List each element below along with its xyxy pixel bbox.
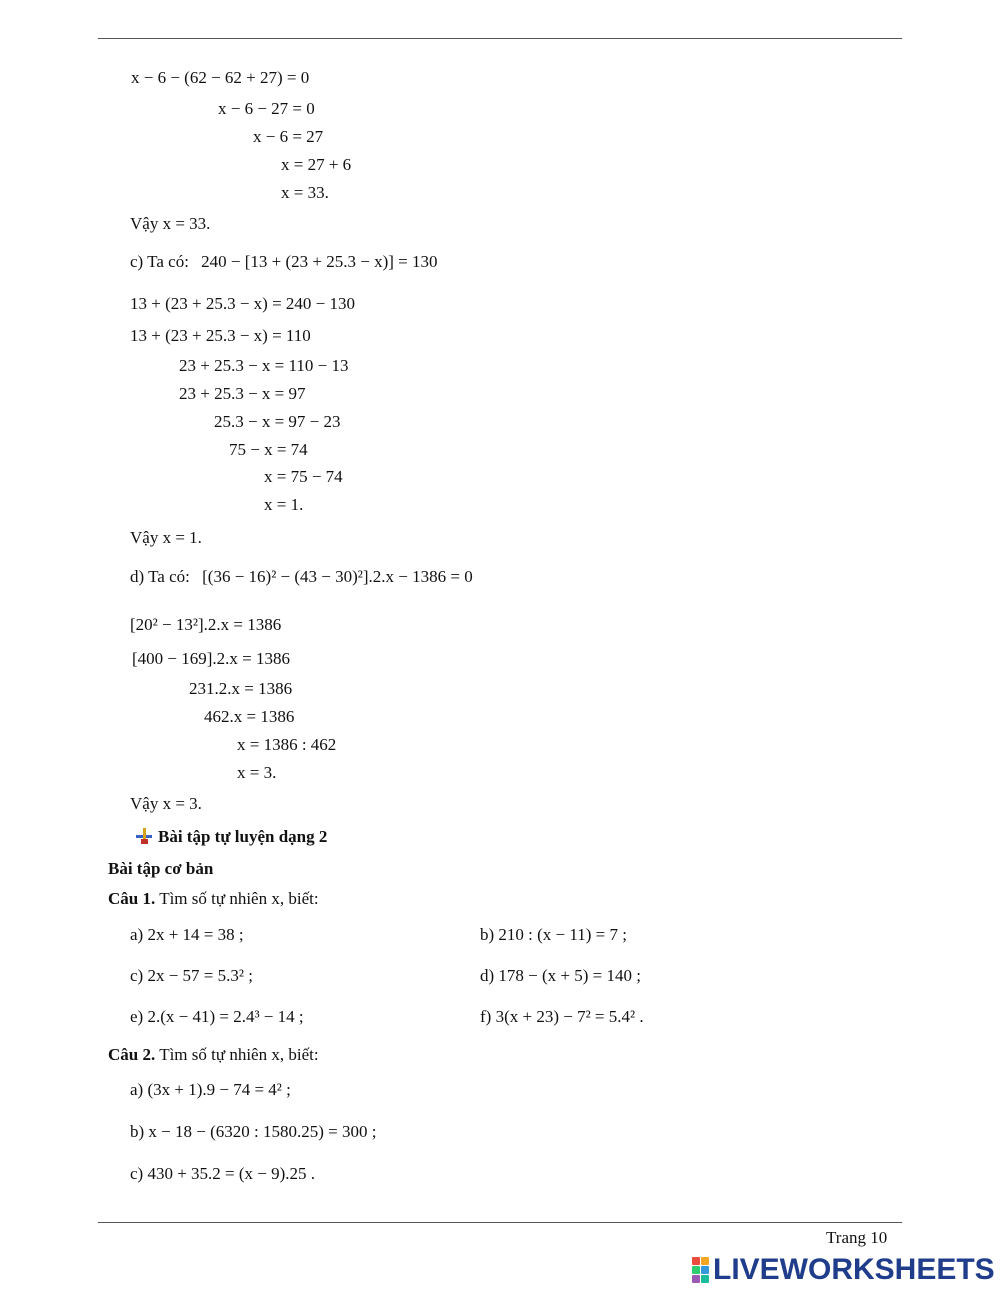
conclusion-d: Vậy x = 3. [130,794,202,813]
subsection-heading: Bài tập cơ bản [108,859,214,878]
part-c-equation: 240 − [13 + (23 + 25.3 − x)] = 130 [201,252,438,271]
q1-item-e: e) 2.(x − 41) = 2.4³ − 14 ; [130,1007,304,1026]
q1-item-f: f) 3(x + 23) − 7² = 5.4² . [480,1007,644,1026]
math-line-b2: x − 6 − 27 = 0 [218,99,315,118]
conclusion-c: Vậy x = 1. [130,528,202,547]
math-line-c1: 13 + (23 + 25.3 − x) = 240 − 130 [130,294,356,313]
math-line-d2: [400 − 169].2.x = 1386 [132,649,290,668]
q1-item-a: a) 2x + 14 = 38 ; [130,925,244,944]
logo-text: LIVEWORKSHEETS [713,1253,995,1286]
part-d-label: d) Ta có: [130,567,190,586]
q2-item-b: b) x − 18 − (6320 : 1580.25) = 300 ; [130,1122,377,1141]
q1-item-b: b) 210 : (x − 11) = 7 ; [480,925,627,944]
question-1-text: Tìm số tự nhiên x, biết: [159,889,319,908]
question-2 [108,1044,319,1066]
math-line-b4: x = 27 + 6 [281,155,352,174]
math-line-c5: 25.3 − x = 97 − 23 [214,412,341,431]
page-number: Trang 10 [826,1228,888,1247]
math-line-c2: 13 + (23 + 25.3 − x) = 110 [130,326,311,345]
part-c-intro [130,251,438,273]
math-line-b1: x − 6 − (62 − 62 + 27) = 0 [131,68,310,87]
math-line-d3: 231.2.x = 1386 [189,679,293,698]
math-line-d1: [20² − 13²].2.x = 1386 [130,615,282,634]
section-heading [136,826,327,848]
math-line-c6: 75 − x = 74 [229,440,308,459]
question-2-text: Tìm số tự nhiên x, biết: [159,1045,319,1064]
q1-item-d: d) 178 − (x + 5) = 140 ; [480,966,641,985]
logo-mark-icon [692,1257,709,1283]
q2-item-a: a) (3x + 1).9 − 74 = 4² ; [130,1080,291,1099]
math-line-b5: x = 33. [281,183,329,202]
liveworksheets-logo [692,1254,995,1286]
math-line-c8: x = 1. [264,495,304,514]
part-c-label: c) Ta có: [130,252,189,271]
q2-item-c: c) 430 + 35.2 = (x − 9).25 . [130,1164,316,1183]
part-d-intro [130,566,473,588]
section-title: Bài tập tự luyện dạng 2 [158,827,328,846]
header-rule [98,38,902,39]
part-d-equation: [(36 − 16)² − (43 − 30)²].2.x − 1386 = 0 [202,567,473,586]
footer-rule [98,1222,902,1223]
math-line-c4: 23 + 25.3 − x = 97 [179,384,306,403]
math-line-d6: x = 3. [237,763,277,782]
question-1 [108,888,319,910]
q1-item-c: c) 2x − 57 = 5.3² ; [130,966,253,985]
math-line-b3: x − 6 = 27 [253,127,324,146]
question-2-label: Câu 2. [108,1045,156,1064]
pin-bullet-icon [136,828,152,844]
math-line-c7: x = 75 − 74 [264,467,343,486]
conclusion-b: Vậy x = 33. [130,214,211,233]
math-line-c3: 23 + 25.3 − x = 110 − 13 [179,356,349,375]
math-line-d4: 462.x = 1386 [204,707,295,726]
math-line-d5: x = 1386 : 462 [237,735,337,754]
question-1-label: Câu 1. [108,889,156,908]
